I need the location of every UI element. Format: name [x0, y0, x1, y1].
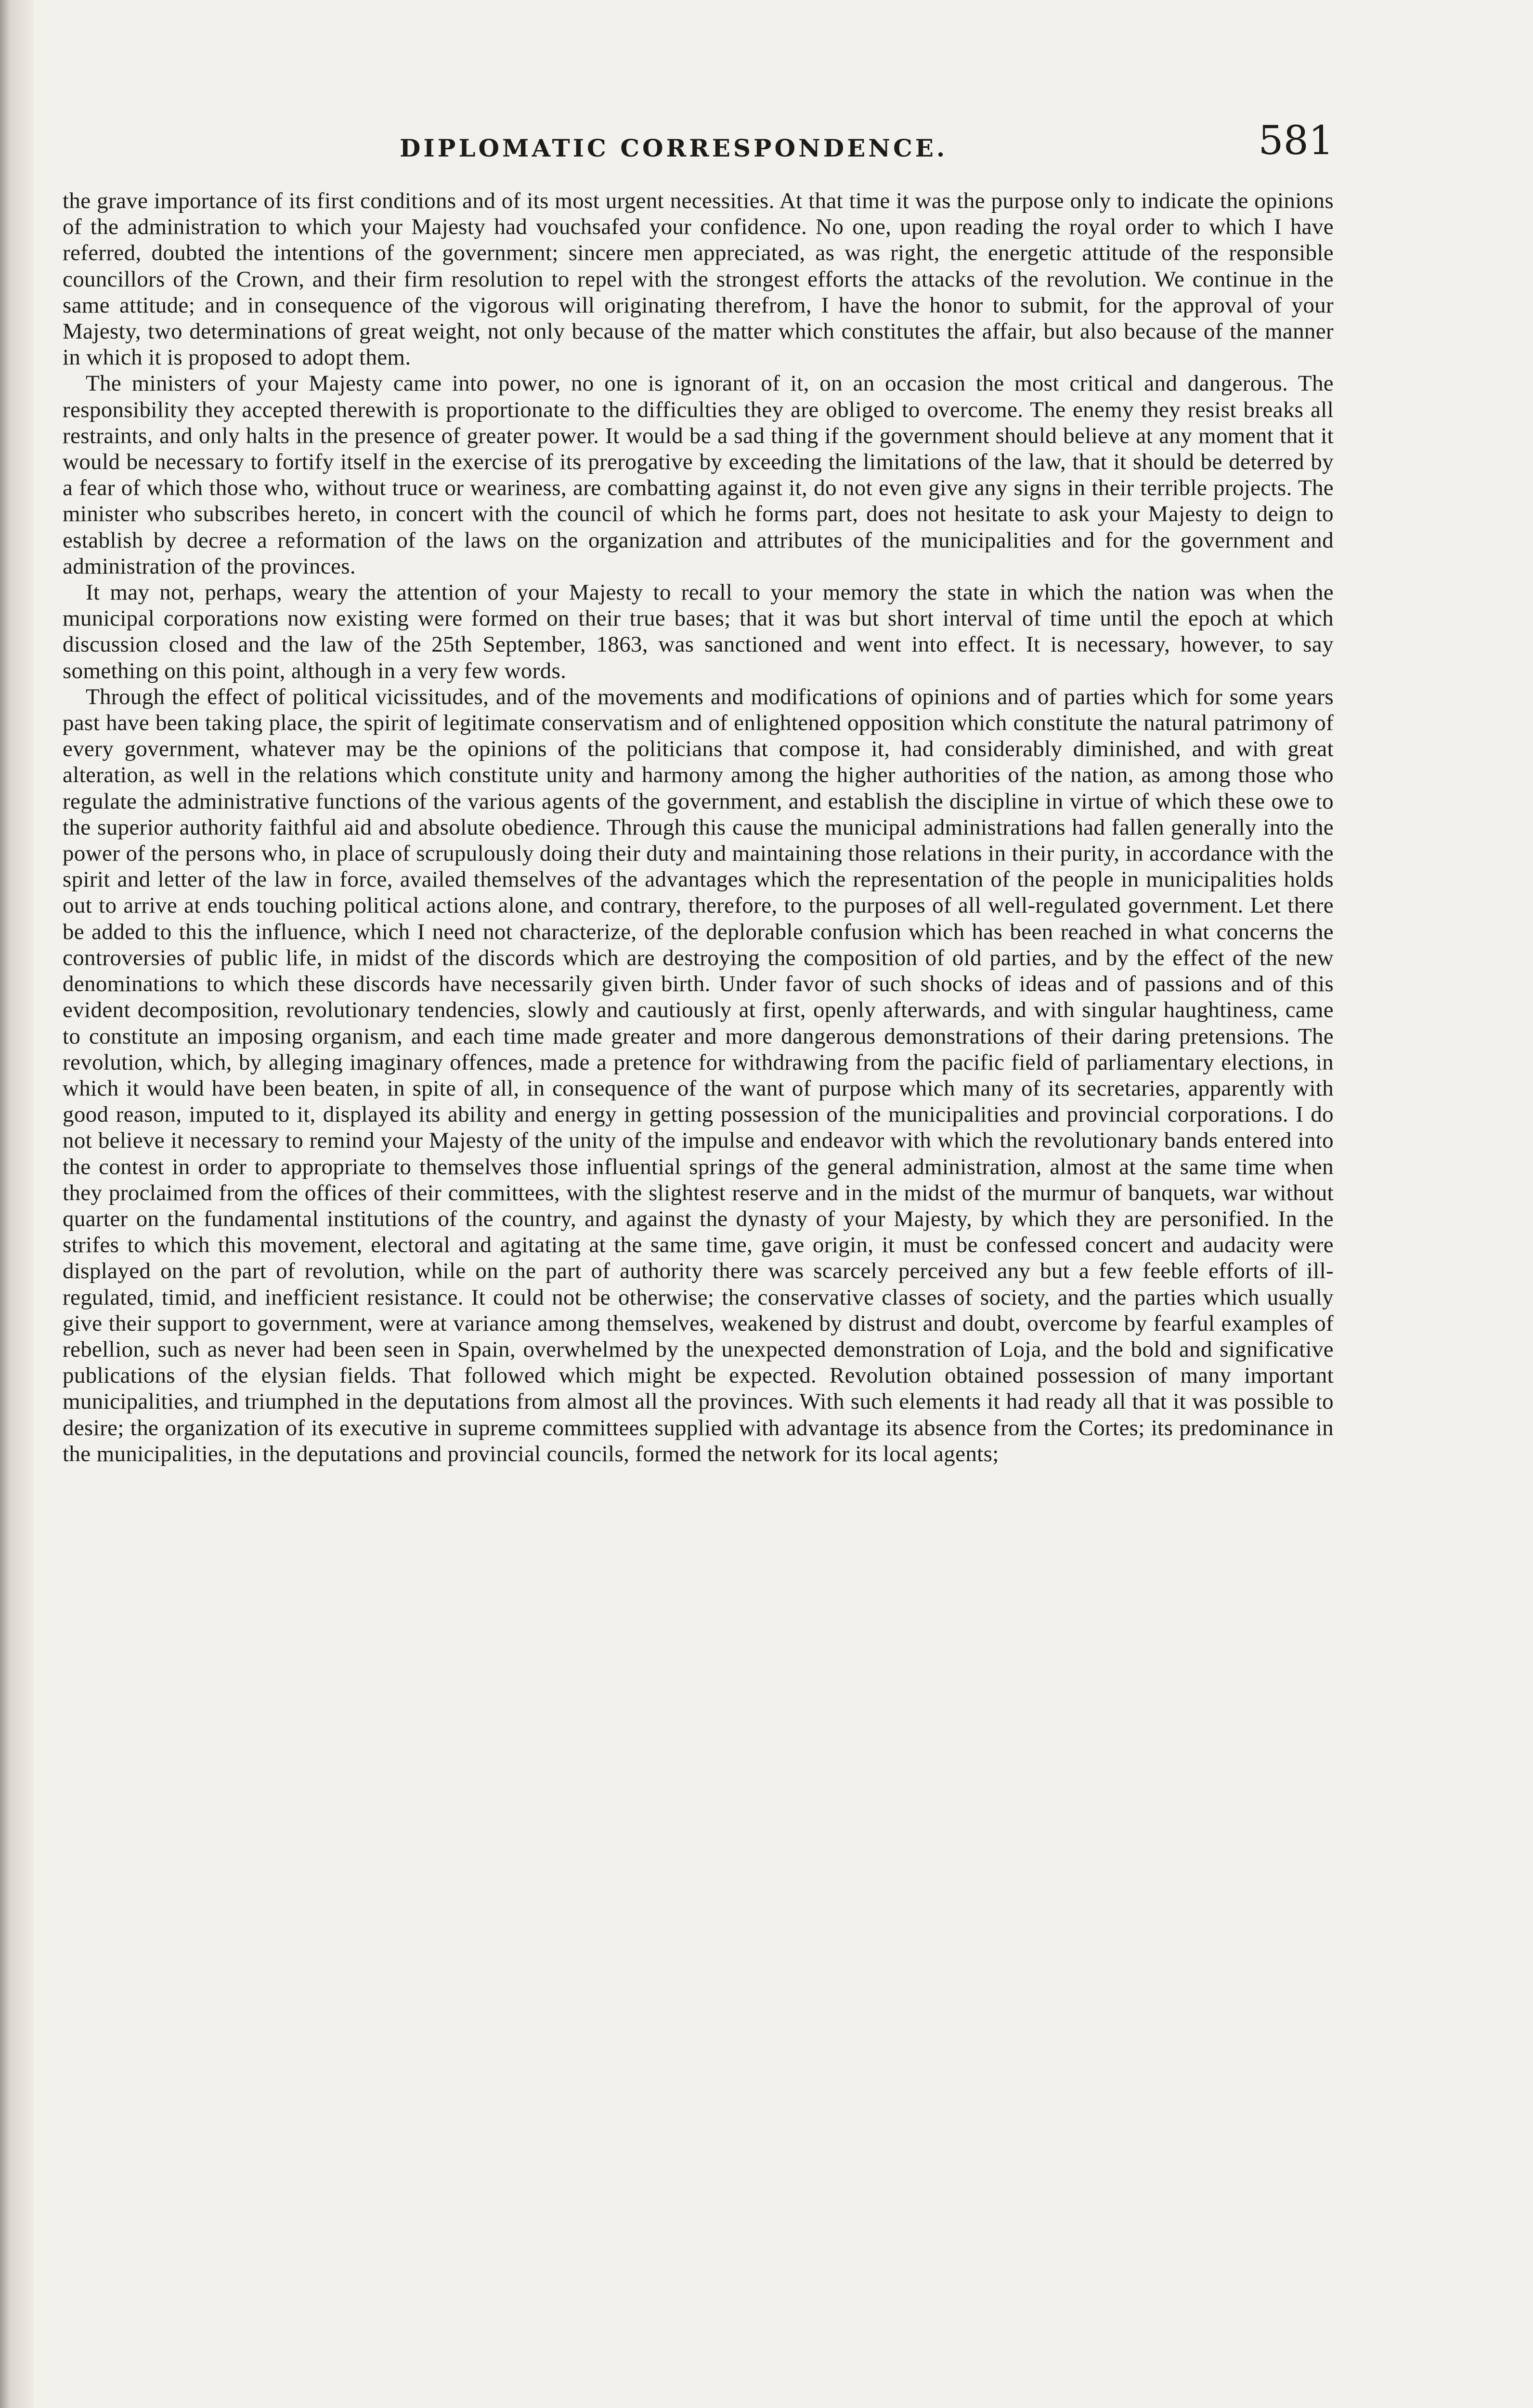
paragraph: Through the effect of political vicissitudes, and of the movements and modifications of opinions and of parties which for some years past have been taking place, the spirit of legitimate conservatism and of enlightened opposition which constitute the natural patrimony of every government, whatever may be the opinions of the politicians that compose it, had considerably diminished, and with great alteration, as well in the relations which constitute unity and harmony among the higher authorities of the nation, as among those who regulate the administrative functions of the various agents of the government, and establish the discipline in virtue of which these owe to the superior authority faithful aid and absolute obedience. Through this cause the municipal administrations had fallen generally into the power of the persons who, in place of scrupulously doing their duty and maintaining those relations in their purity, in accordance with the spirit and letter of the law in force, availed themselves of the advantages which the representation of the people in municipalities holds out to arrive at ends touching political actions alone, and contrary, therefore, to the purposes of all well-regulated government. Let there be added to this the influence, which I need not characterize, of the deplorable confusion which has been reached in what concerns the controversies of public life, in midst of the discords which are destroying the composition of old parties, and by the effect of the new denominations to which these discords have necessarily given birth. Under favor of such shocks of ideas and of passions and of this evident decomposition, revolutionary tendencies, slowly and cautiously at first, openly afterwards, and with singular haughtiness, came to constitute an imposing organism, and each time made greater and more dangerous demonstrations of their daring pretensions. The revolution, which, by alleging imaginary offences, made a pretence for withdrawing from the pacific field of parliamentary elections, in which it would have been beaten, in spite of all, in consequence of the want of purpose which many of its secretaries, apparently with good reason, imputed to it, displayed its ability and energy in getting possession of the municipalities and provincial corporations. I do not believe it necessary to remind your Majesty of the unity of the impulse and endeavor with which the revolutionary bands entered into the contest in order to appropriate to themselves those influential springs of the general administration, almost at the same time when they proclaimed from the offices of their committees, with the slightest reserve and in the midst of the murmur of banquets, war without quarter on the fundamental institutions of the country, and against the dynasty of your Majesty, by which they are personified. In the strifes to which this movement, electoral and agitating at the same time, gave origin, it must be confessed concert and audacity were displayed on the part of revolution, while on the part of authority there was scarcely perceived any but a few feeble efforts of ill-regulated, timid, and inefficient resistance. It could not be otherwise; the conservative classes of society, and the parties which usually give their support to government, were at variance among themselves, weakened by distrust and doubt, overcome by fearful examples of rebellion, such as never had been seen in Spain, overwhelmed by the unexpected demonstration of Loja, and the bold and significative publications of the elysian fields. That followed which might be expected. Revolution obtained possession of many important municipalities, and triumphed in the deputations from almost all the provinces. With such elements it had ready all that it was possible to desire; the organization of its executive in supreme committees supplied with advantage its absence from the Cortes; its predominance in the municipalities, in the deputations and provincial councils, formed the network for its local agents; [63, 684, 1334, 1466]
document-page [63, 116, 1334, 1467]
page-number: 581 [1258, 118, 1334, 164]
paragraph: The ministers of your Majesty came into power, no one is ignorant of it, on an occasion the most critical and dangerous. The responsibility they accepted therewith is proportionate to the difficulties they are obliged to overcome. The enemy they resist breaks all restraints, and only halts in the presence of greater power. It would be a sad thing if the government should believe at any moment that it would be necessary to fortify itself in the exercise of its prerogative by exceeding the limitations of the law, that it should be deterred by a fear of which those who, without truce or weariness, are combatting against it, do not even give any signs in their terrible projects. The minister who subscribes hereto, in concert with the council of which he forms part, does not hesitate to ask your Majesty to deign to establish by decree a reformation of the laws on the organization and attributes of the municipalities and for the government and administration of the provinces. [63, 371, 1334, 579]
body-text [63, 188, 1334, 1467]
running-title: DIPLOMATIC CORRESPONDENCE. [400, 134, 948, 162]
paragraph-continued: the grave importance of its first conditions and of its most urgent necessities. At that time it was the purpose only to indicate the opinions of the administration to which your Majesty had vouchsafed your confidence. No one, upon reading the royal order to which I have referred, doubted the intentions of the government; sincere men appreciated, as was right, the energetic attitude of the responsible councillors of the Crown, and their firm resolution to repel with the strongest efforts the attacks of the revolution. We continue in the same attitude; and in consequence of the vigorous will originating therefrom, I have the honor to submit, for the approval of your Majesty, two determinations of great weight, not only because of the matter which constitutes the affair, but also because of the manner in which it is proposed to adopt them. [63, 188, 1334, 370]
page-header [63, 116, 1334, 173]
scan-binding-edge [0, 0, 34, 2408]
paragraph: It may not, perhaps, weary the attention of your Majesty to recall to your memory the state in which the nation was when the municipal corporations now existing were formed on their true bases; that it was but short interval of time until the epoch at which discussion closed and the law of the 25th September, 1863, was sanctioned and went into effect. It is necessary, however, to say something on this point, although in a very few words. [63, 580, 1334, 683]
